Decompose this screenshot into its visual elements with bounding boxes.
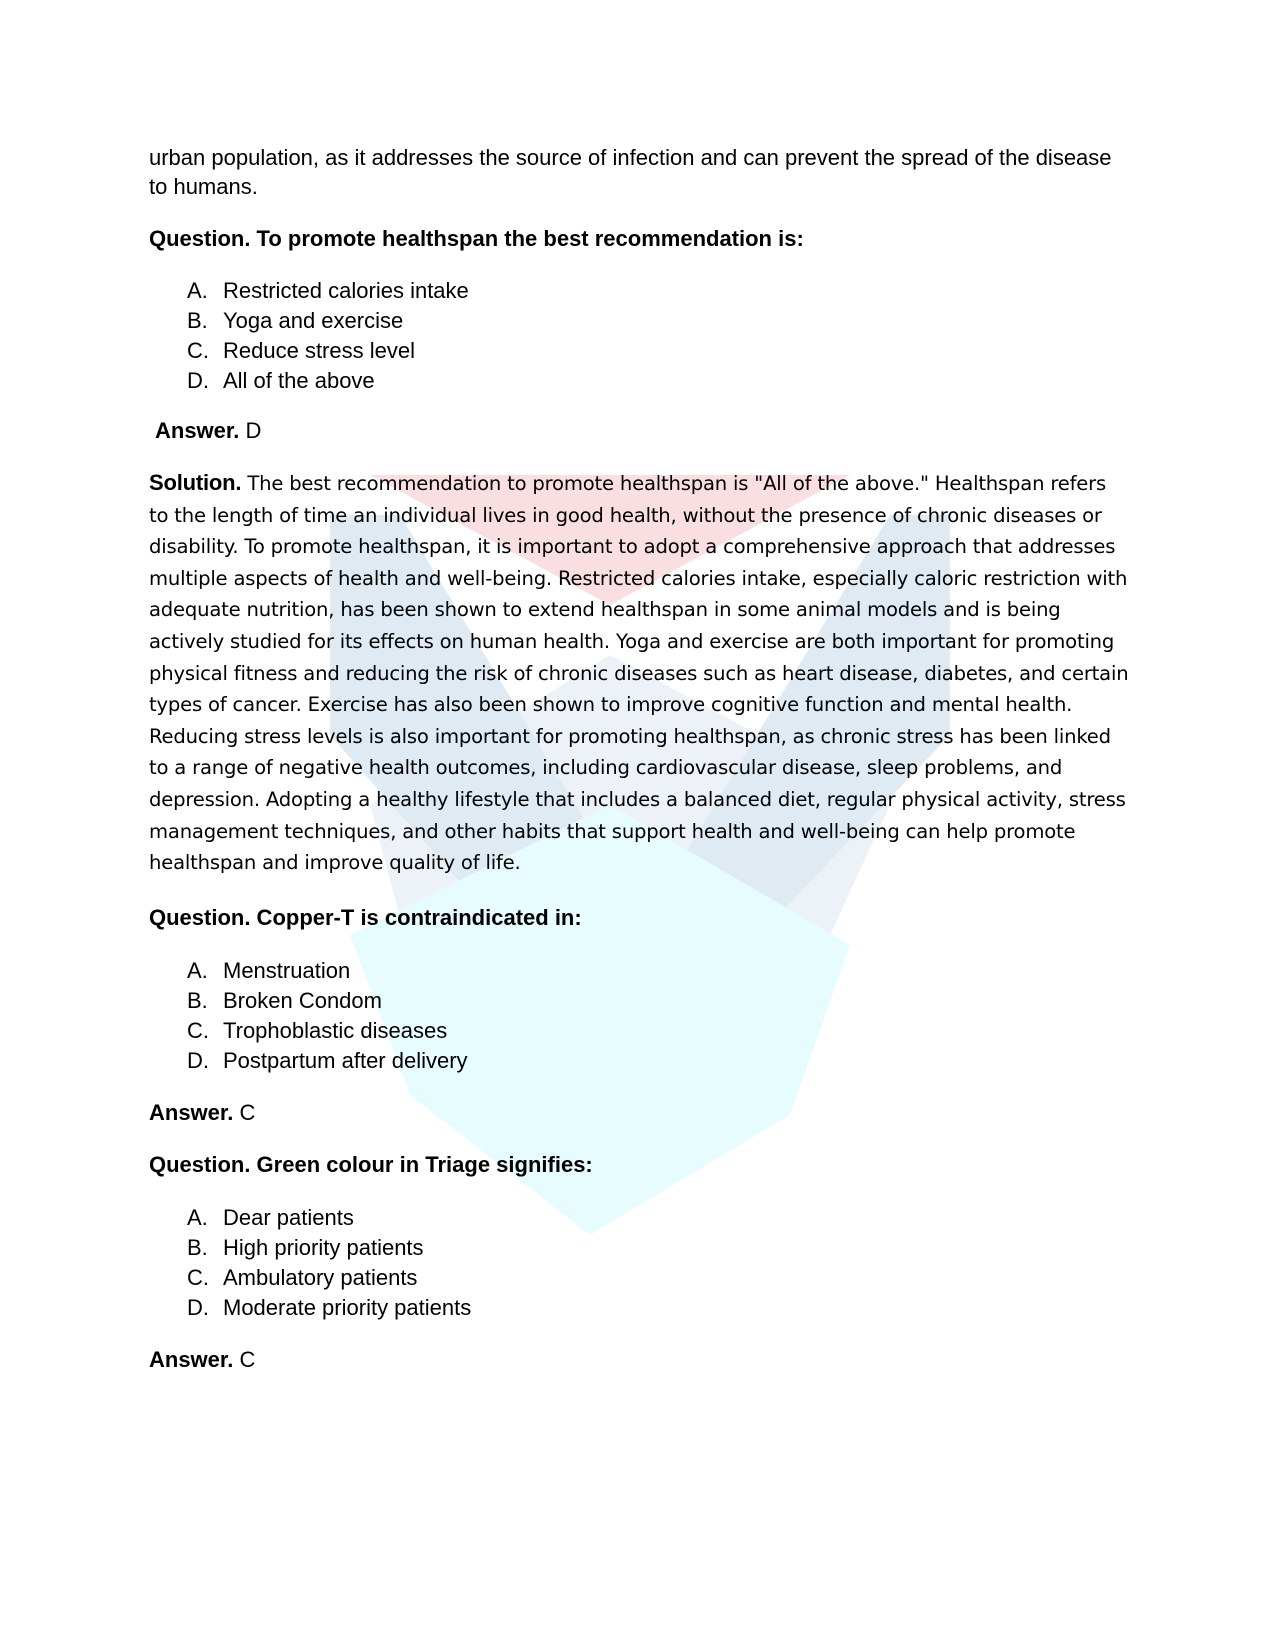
question-2-options — [149, 956, 1129, 1076]
question-2-title: Question. Copper-T is contraindicated in: — [149, 904, 582, 930]
question-1-answer: Answer. D — [155, 418, 262, 443]
question-2-option-b: B. Broken Condom — [187, 987, 382, 1013]
question-3-answer: Answer. C — [149, 1346, 256, 1372]
question-2-option-d: D. Postpartum after delivery — [187, 1047, 468, 1073]
question-1-title: Question. To promote healthspan the best recommendation is: — [149, 226, 804, 251]
question-1-option-c: C. Reduce stress level — [187, 338, 415, 363]
question-3-title: Question. Green colour in Triage signifies: — [149, 1151, 593, 1177]
question-1-options — [149, 276, 1129, 396]
question-2-option-c: C. Trophoblastic diseases — [187, 1017, 448, 1043]
question-3-option-b: B. High priority patients — [187, 1234, 424, 1260]
question-1-option-a: A. Restricted calories intake — [187, 278, 469, 303]
question-3-option-c: C. Ambulatory patients — [187, 1264, 418, 1290]
question-3-option-d: D. Moderate priority patients — [187, 1294, 472, 1320]
intro-paragraph: urban population, as it addresses the source of infection and can prevent the spread of the disease to humans. — [149, 145, 1112, 199]
document-page — [149, 143, 1129, 1374]
question-3-option-a: A. Dear patients — [187, 1204, 354, 1230]
question-1-option-b: B. Yoga and exercise — [187, 308, 404, 333]
question-3-options — [149, 1203, 1129, 1323]
question-1-solution: Solution. The best recommendation to promote healthspan is "All of the above." Healthspan refers to the length of time an individual lives in good health, without the presence of chronic diseases or disability. To promote healthspan, it is important to adopt a comprehensive approach that addresses multiple aspects of health and well-being. Restricted calories intake, especially caloric restriction with adequate nutrition, has been shown to extend healthspan in some animal models and is being actively studied for its effects on human health. Yoga and exercise are both important for promoting physical fitness and reducing the risk of chronic diseases such as heart disease, diabetes, and certain types of cancer. Exercise has also been shown to improve cognitive function and mental health. Reducing stress levels is also important for promoting healthspan, as chronic stress has been linked to a range of negative health outcomes, including cardiovascular disease, sleep problems, and depression. Adopting a healthy lifestyle that includes a balanced diet, regular physical activity, stress management techniques, and other habits that support health and well-being can help promote healthspan and improve quality of life. — [149, 470, 1129, 875]
question-2-answer: Answer. C — [149, 1099, 256, 1125]
question-2-option-a: A. Menstruation — [187, 957, 351, 983]
question-1-option-d: D. All of the above — [187, 368, 375, 393]
